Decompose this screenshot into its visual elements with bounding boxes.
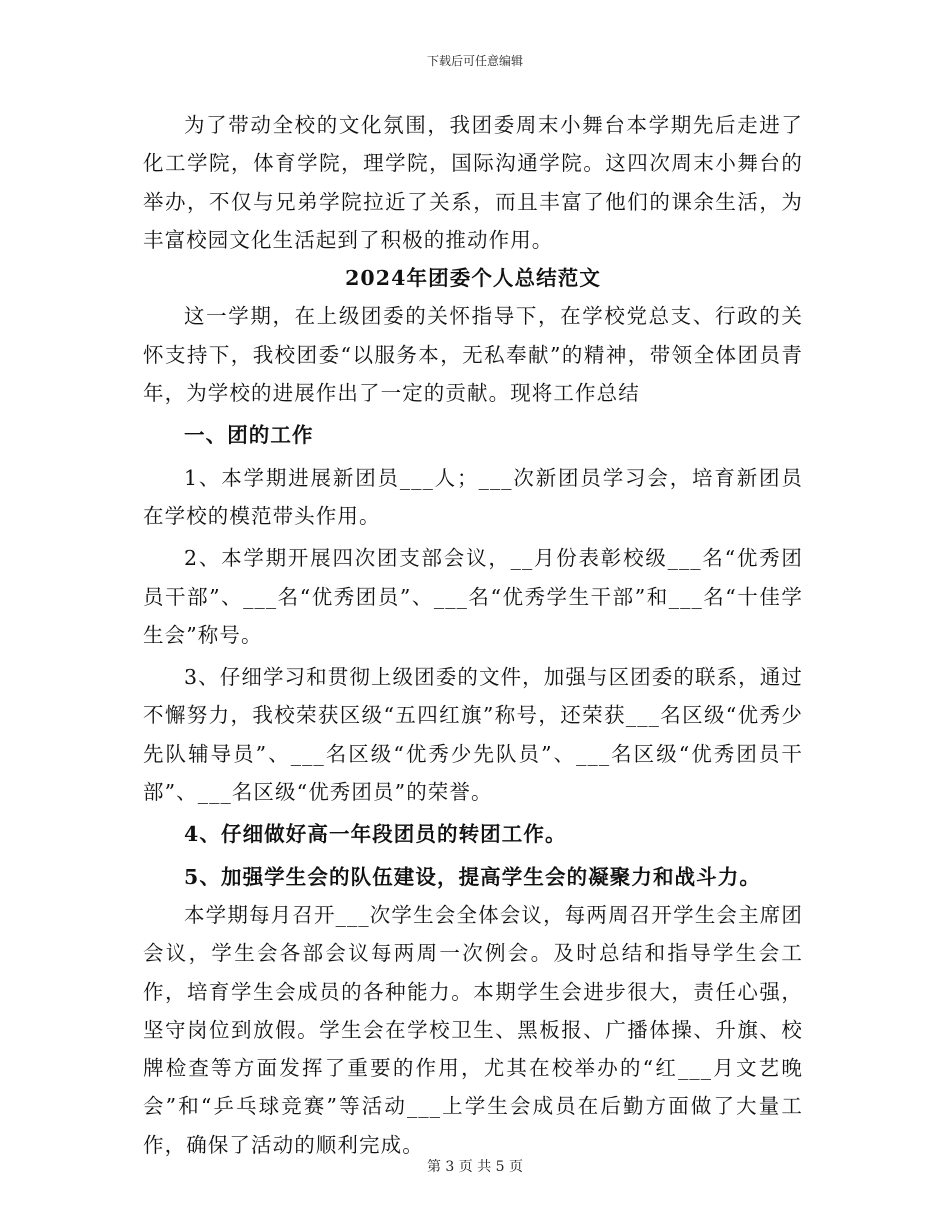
page-header-note: 下载后可任意编辑 xyxy=(426,54,523,68)
paragraph-opening: 这一学期，在上级团委的关怀指导下，在学校党总支、行政的关怀支持下，我校团委“以服务本，无私奉献”的精神，带领全体团员青年，为学校的进展作出了一定的贡献。现将工作总结 xyxy=(143,304,803,406)
section-heading-league-work: 一、团的工作 xyxy=(184,423,314,448)
page-number-footer: 第 3 页 共 5 页 xyxy=(426,1159,524,1175)
list-item-3: 3、仔细学习和贯彻上级团委的文件，加强与区团委的联系，通过不懈努力，我校荣获区级“五四红旗”称号，还荣获___名区级“优秀少先队辅导员”、___名区级“优秀少先队员”、___名区级“优秀团员干部”、___名区级“优秀团员”的荣誉。 xyxy=(143,665,803,805)
document-body xyxy=(143,106,803,1164)
document-title: 2024年团委个人总结范文 xyxy=(345,266,601,291)
list-item-1: 1、本学期进展新团员___人；___次新团员学习会，培育新团员在学校的模范带头作用。 xyxy=(143,465,803,528)
paragraph-student-union: 本学期每月召开___次学生会全体会议，每两周召开学生会主席团会议，学生会各部会议每两周一次例会。及时总结和指导学生会工作，培育学生会成员的各种能力。本期学生会进步很大，责任心强，坚守岗位到放假。学生会在学校卫生、黑板报、广播体操、升旗、校牌检查等方面发挥了重要的作用，尤其在校举办的“红___月文艺晚会”和“乒乓球竞赛”等活动___上学生会成员在后勤方面做了大量工作，确保了活动的顺利完成。 xyxy=(143,902,803,1157)
paragraph-intro: 为了带动全校的文化氛围，我团委周末小舞台本学期先后走进了化工学院，体育学院，理学院，国际沟通学院。这四次周末小舞台的举办，不仅与兄弟学院拉近了关系，而且丰富了他们的课余生活，为丰富校园文化生活起到了积极的推动作用。 xyxy=(143,113,803,252)
list-item-4: 4、仔细做好高一年段团员的转团工作。 xyxy=(184,822,567,847)
list-item-5: 5、加强学生会的队伍建设，提高学生会的凝聚力和战斗力。 xyxy=(184,864,761,889)
list-item-2: 2、本学期开展四次团支部会议，__月份表彰校级___名“优秀团员干部”、___名“优秀团员”、___名“优秀学生干部”和___名“十佳学生会”称号。 xyxy=(143,546,803,647)
